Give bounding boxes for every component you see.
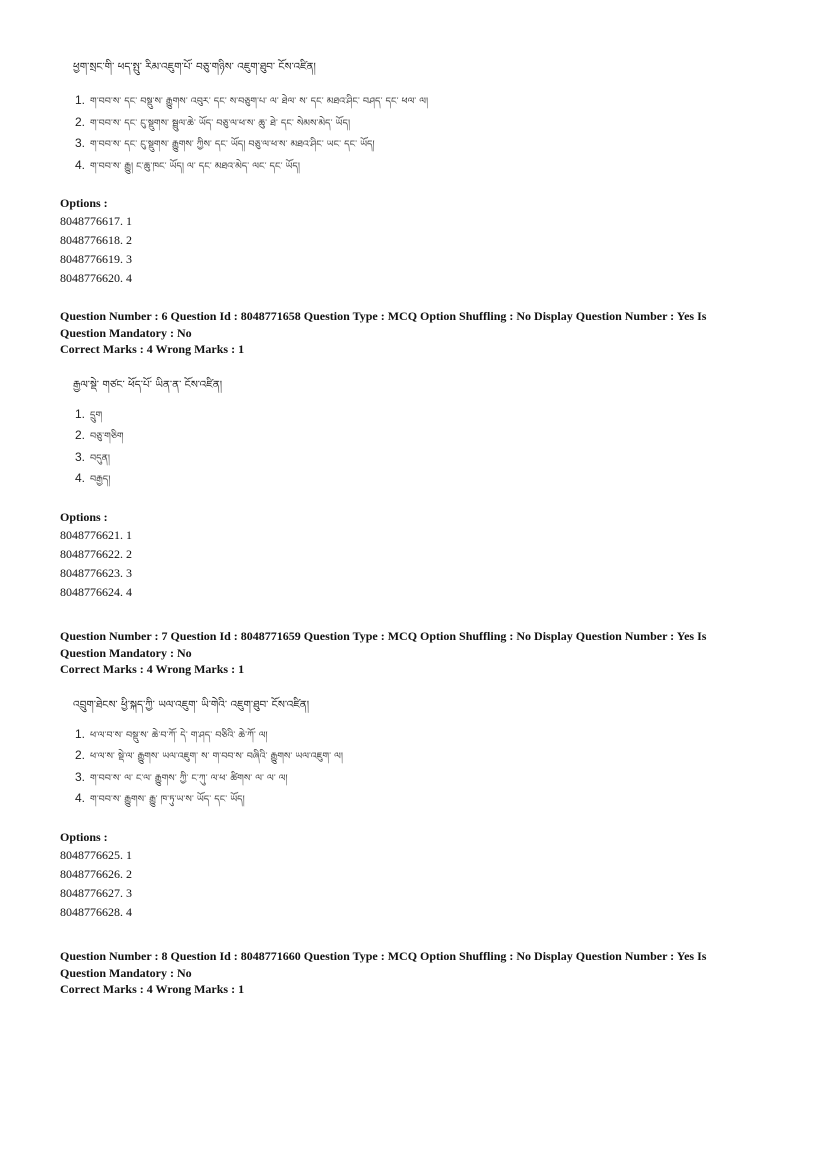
option-row: 8048776622. 2 [60,546,132,561]
option-row: 8048776621. 1 [60,527,132,542]
choice-text: ཕ་ལ་བ་ས་ བསྡུ་ས་ ཆེ་བ་ཀོ་ དེ་ ག་ཤད་ བཅིའི་ ཆེ་ཀོ་ ལ། [90,729,268,741]
choice-number: 3. [75,136,86,150]
question-block-7 [60,628,760,922]
choice-item [75,447,760,469]
option-row: 8048776628. 4 [60,904,132,919]
choice-text: ག་བབ་ས་ ལ་ ང་ལ་ རྒྱུགས་ ཀྱི་ ང་ཀུ་ ལ་ཕ་ ཚིགས་ ལ་ ལ་ ལ། [90,772,288,784]
choice-number: 4. [75,791,86,805]
choice-text: ག་བབ་ས་ དང་ བསྡུ་ས་ རྒྱུགས་ འབུར་ དང་ ས་བཅུག་པ་ ལ་ ཐེལ་ ས་ དང་ མཐའ་ཤིང་ བཤད་ དང་ ཕལ་ ལ། [90,96,429,107]
choice-item [75,788,760,810]
question-header [60,628,760,678]
choice-item [75,745,760,767]
options-label: Options : [60,509,108,524]
question-mandatory-line: Question Mandatory : No [60,965,192,980]
choice-number: 4. [75,157,86,172]
options-label: Options : [60,196,108,210]
choice-item [75,724,760,746]
choice-number: 2. [75,114,86,129]
choice-number: 1. [75,726,86,741]
choice-list [60,724,760,810]
question-stem: ཕྱག་སྲང་གི་ ཕད་སྤུ་ རིམ་འཇུག་པོ་ བཅུ་གཉིས་ འཇུག་ཐུབ་ ངོས་འཛིན། [73,61,316,73]
question-block-6 [60,308,760,602]
choice-text: བརྒྱད། [90,474,111,485]
choice-item [75,425,760,447]
choice-number: 1. [75,406,86,421]
question-mandatory-line: Question Mandatory : No [60,325,192,340]
option-row: 8048776620. 4 [60,271,132,285]
choice-item [75,468,760,490]
options-label: Options : [60,829,108,844]
choice-item [75,90,760,112]
choice-number: 3. [75,449,86,464]
option-row: 8048776617. 1 [60,214,132,228]
question-header [60,308,760,358]
choice-text: ཕ་ལ་ས་ སྡེ་ལ་ རྒྱུགས་ ཡལ་འཇུག་ ས་ ག་བབ་ས་ བཞིའི་ རྒྱུགས་ ཡལ་འཇུག་ ལ། [90,751,343,762]
choice-item [75,112,760,134]
choice-number: 3. [75,769,86,784]
choice-number: 2. [75,748,86,762]
choice-text: ག་བབ་ས་ དང་ ངུ་སྡུགས་ སྦྲུལ་ཆེ་ ཡོད་ བཅུ་ལ་ཕ་ས་ ཆུ་ ཐེ་ དང་ སེམས་མེད་ ཡོད། [90,117,351,129]
question-block-5 [60,58,760,288]
choice-number: 1. [75,93,86,107]
choice-list [60,90,760,176]
choice-item [75,155,760,177]
choice-text: དྲུག [90,409,103,421]
choice-text: ག་བབ་ས་ དང་ ངུ་སྡུགས་ རྒྱུགས་ ཀྱིས་ དང་ ཡོད། བཅུ་ལ་ཕ་ས་ མཐའ་ཤིང་ ཡང་ དང་ ཡོད། [90,139,375,150]
question-header [60,948,760,998]
choice-text: བདུན། [90,452,111,464]
option-row: 8048776626. 2 [60,866,132,881]
question-block-8 [60,948,760,998]
choice-item [75,767,760,789]
choice-item [75,133,760,155]
choice-text: ག་བབ་ས་ རྒྱུ། ང་ཆུ་ཁང་ ཡོད། ལ་ དང་ མཐའ་མེད་ ལང་ དང་ ཡོད། [90,160,300,172]
option-row: 8048776624. 4 [60,584,132,599]
question-stem: རྒྱལ་སྡེ་ གཙང་ ཕོད་པོ་ ཡིན་ན་ ངོས་འཛིན། [73,378,223,391]
choice-list [60,404,760,490]
question-meta-line: Question Number : 6 Question Id : 8048771658 Question Type : MCQ Option Shuffling : No Display Question Number : Yes Is [60,309,707,323]
question-marks-line: Correct Marks : 4 Wrong Marks : 1 [60,662,245,676]
question-mandatory-line: Question Mandatory : No [60,645,192,660]
choice-number: 2. [75,428,86,442]
question-marks-line: Correct Marks : 4 Wrong Marks : 1 [60,982,245,996]
option-row: 8048776619. 3 [60,252,132,266]
choice-number: 4. [75,471,86,485]
option-row: 8048776627. 3 [60,885,132,900]
question-meta-line: Question Number : 7 Question Id : 8048771659 Question Type : MCQ Option Shuffling : No Display Question Number : Yes Is [60,629,707,643]
option-row: 8048776623. 3 [60,565,132,580]
option-row: 8048776618. 2 [60,233,132,247]
choice-item [75,404,760,426]
question-meta-line: Question Number : 8 Question Id : 8048771660 Question Type : MCQ Option Shuffling : No Display Question Number : Yes Is [60,949,707,963]
question-stem: འབྲུག་ཐེངས་ ཕྱི་སྐད་ཀྱི་ ཡལ་འཇུག་ ཡི་གེའི་ འཇུག་ཐུབ་ ངོས་འཛིན། [73,698,310,711]
option-row: 8048776625. 1 [60,847,132,862]
choice-text: ག་བབ་ས་ རྒྱུགས་ རྒྱུ་ ཁ་ཏུ་ཡ་ས་ ཡོད་ དང་ ཡོད། [90,794,245,805]
choice-text: བཅུ་གཅིག [90,431,124,442]
question-marks-line: Correct Marks : 4 Wrong Marks : 1 [60,342,245,356]
